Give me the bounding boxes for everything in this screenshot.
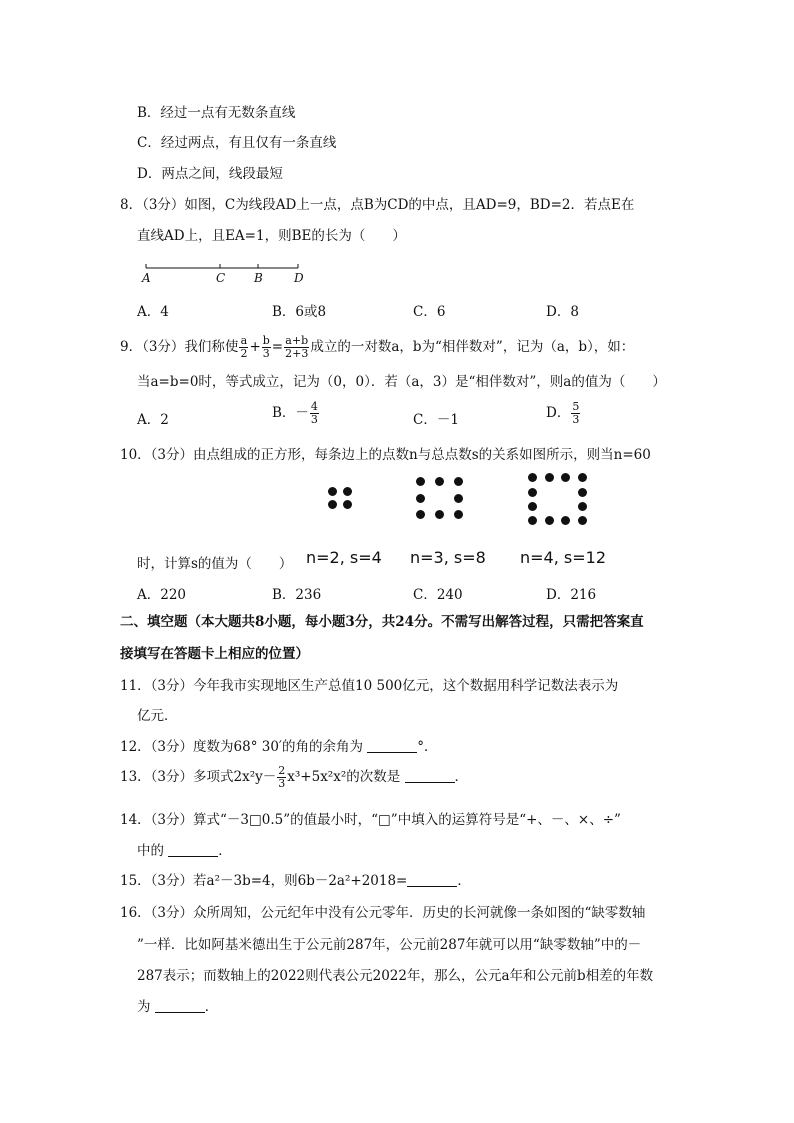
q16-stem-line4: 为 ． [137,999,219,1015]
q16-stem-line3: 287表示；而数轴上的2022则代表公元2022年，那么，公元a年和公元前b相差的年数 [137,968,654,984]
q15-answer-blank[interactable] [407,872,457,887]
q10-option-b: B．236 [272,587,322,603]
section-heading-line1: 二、填空题（本大题共8小题，每小题3分，共24分。不需写出解答过程，只需把答案直 [120,614,644,630]
q9-option-c: C．－1 [413,412,459,428]
q12-answer-blank[interactable] [367,738,417,753]
q9-option-a: A．2 [137,412,169,428]
q9-option-b: B．－ $\frac{4}{3}$ [272,400,318,426]
q11-stem-line2: 亿元． [137,708,178,724]
q15-stem: 15．（3分）若a²－3b=4，则6b－2a²+2018= ． [120,873,471,889]
q14-stem-line2: 中的 ． [137,843,232,859]
q8-stem-line2: 直线AD上，且EA=1，则BE的长为（ ） [137,228,406,244]
q9-stem-line1: 9．（3分）我们称使 $\frac{a}{2}$ + $\frac{b}{3}$ = $\frac{a+b}{2+3}$ 成立的一对数a，b为“相伴数对”，记为（a，b），如： [120,334,635,360]
q16-answer-blank[interactable] [155,998,205,1013]
q8-option-a: A．4 [137,304,169,320]
q8-segment-figure [138,260,318,288]
q7-option-d: D．两点之间，线段最短 [137,166,283,182]
q11-stem-line1: 11．（3分）今年我市实现地区生产总值10 500亿元，这个数据用科学记数法表示为 [120,678,619,694]
point-d-label: D [294,271,304,285]
q9-stem-line2: 当a=b=0时，等式成立，记为（0，0）．若（a，3）是“相伴数对”，则a的值为（ ） [137,374,666,390]
q10-option-a: A．220 [137,587,187,603]
q13-answer-blank[interactable] [405,768,455,783]
q8-option-c: C．6 [413,304,446,320]
caption-n3: n=3, s=8 [410,548,486,567]
q8-stem-line1: 8．（3分）如图，C为线段AD上一点，点B为CD的中点，且AD=9，BD=2．若点E在 [120,197,635,213]
q14-stem-line1: 14．（3分）算式“－3□0.5”的值最小时，“□”中填入的运算符号是“+、－、×、÷” [120,812,621,828]
q10-option-c: C．240 [413,587,463,603]
caption-n4: n=4, s=12 [520,548,606,567]
q10-option-d: D．216 [546,587,597,603]
q7-option-b: B．经过一点有无数条直线 [137,105,296,121]
q8-option-d: D．8 [546,304,579,320]
point-b-label: B [254,271,263,285]
q16-stem-line2: ”一样．比如阿基米德出生于公元前287年，公元前287年就可以用“缺零数轴”中的－ [137,937,642,953]
section-heading-line2: 接填写在答题卡上相应的位置） [120,646,309,662]
q12-stem: 12．（3分）度数为68° 30′的角的余角为 °． [120,739,438,755]
q10-stem-line2: 时，计算s的值为（ ） [137,556,293,572]
q13-stem: 13．（3分）多项式2x²y－ $\frac{2}{3}$ x³+5x²x²的次数是 ． [120,764,469,790]
q7-option-c: C．经过两点，有且仅有一条直线 [137,135,337,151]
q16-stem-line1: 16．（3分）众所周知，公元纪年中没有公元零年．历史的长河就像一条如图的“缺零数轴 [120,905,646,921]
point-a-label: A [142,271,151,285]
point-c-label: C [216,271,226,285]
q10-stem-line1: 10．（3分）由点组成的正方形，每条边上的点数n与总点数s的关系如图所示，则当n=60 [120,447,651,463]
q14-answer-blank[interactable] [168,842,218,857]
q9-option-d: D． $\frac{5}{3}$ [546,400,580,426]
q8-option-b: B．6或8 [272,304,327,320]
caption-n2: n=2, s=4 [306,548,382,567]
